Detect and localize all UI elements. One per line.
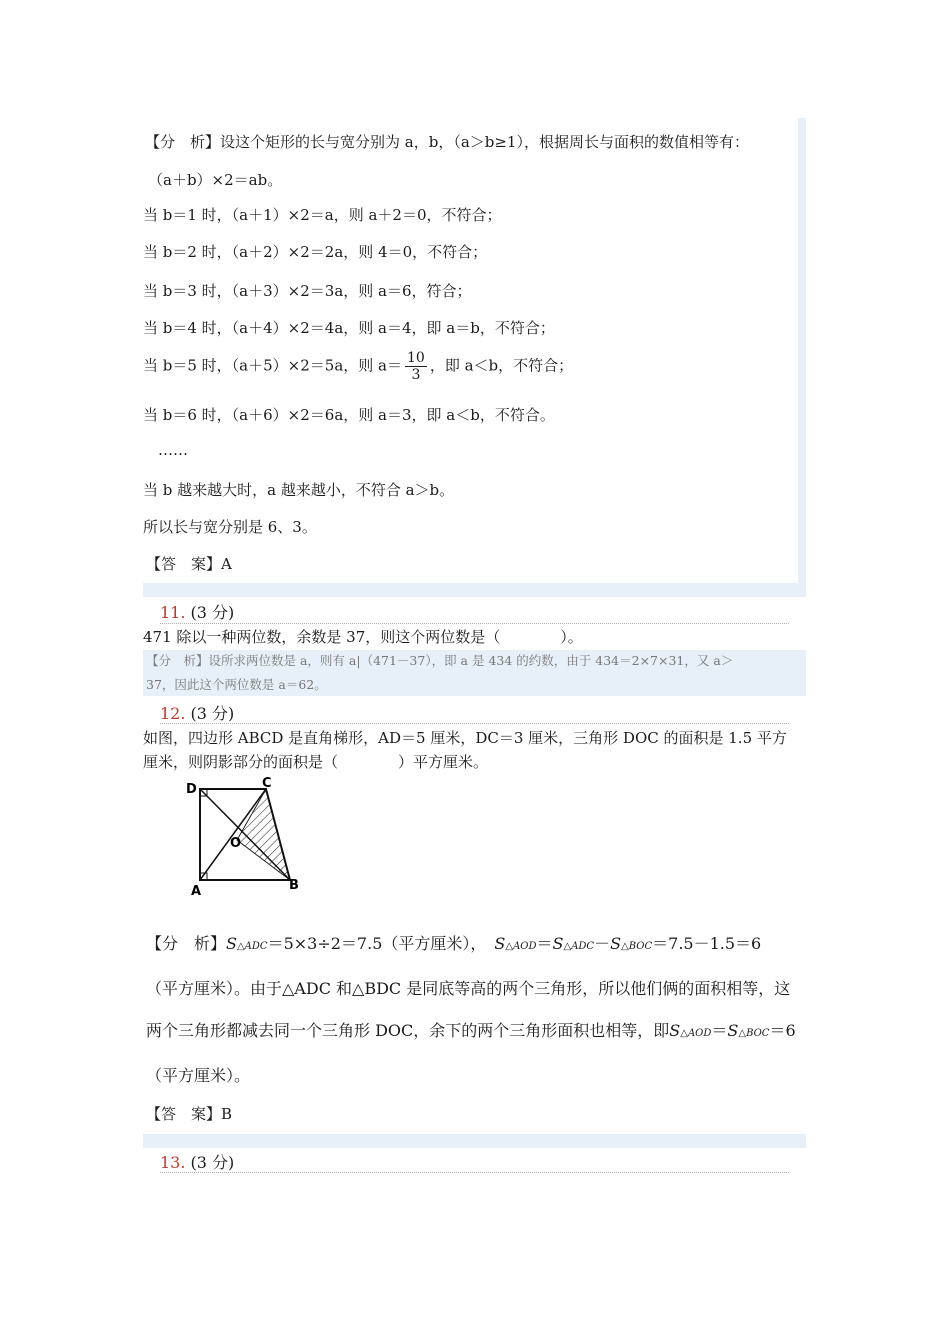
q10-ellipsis: ……: [158, 441, 188, 459]
q12-divider: [160, 723, 789, 724]
label-d: D: [186, 782, 197, 797]
q12-analysis-line-3: 两个三角形都减去同一个三角形 DOC，余下的两个三角形面积也相等，即S△AOD＝S△BOC＝6: [146, 1021, 796, 1040]
q13-divider: [160, 1172, 789, 1173]
q10-case-2: 当 b＝2 时，（a＋2）×2＝2a，则 4＝0，不符合；: [143, 243, 488, 261]
q10-case-1: 当 b＝1 时，（a＋1）×2＝a，则 a＋2＝0，不符合；: [143, 206, 502, 224]
q10-bigger-b: 当 b 越来越大时，a 越来越小，不符合 a＞b。: [143, 481, 455, 499]
q13-score: (3 分): [190, 1153, 235, 1172]
trapezoid-figure: [180, 775, 310, 900]
q11-question: 471 除以一种两位数，余数是 37，则这个两位数是（ ）。: [143, 628, 583, 646]
q12-score: (3 分): [190, 704, 235, 723]
q12-number: 12.: [160, 704, 186, 723]
q12-question-line-2: 厘米，则阴影部分的面积是（ ）平方厘米。: [143, 753, 489, 771]
q10-case-6: 当 b＝6 时，（a＋6）×2＝6a，则 a＝3，即 a＜b，不符合。: [143, 406, 555, 424]
q10-conclusion: 所以长与宽分别是 6、3。: [143, 518, 317, 536]
label-b: B: [289, 878, 299, 893]
q11-number: 11.: [160, 603, 186, 622]
fraction-10-3: $\frac{10}{3}$: [406, 350, 425, 383]
q11-hint-line-2: 37，因此这个两位数是 a＝62。: [146, 677, 327, 692]
q11-hint-line-1: 【分 析】设所求两位数是 a，则有 a|（471－37），即 a 是 434 的约数，由于 434＝2×7×31，又 a＞: [146, 653, 734, 668]
q10-box-bottom-band: [143, 583, 806, 597]
q10-case-5: 当 b＝5 时，（a＋5）×2＝5a，则 a＝ $\frac{10}{3}$ ，即 a＜b，不符合；: [143, 350, 574, 383]
q13-header: [160, 1150, 234, 1173]
q12-analysis-line-4: （平方厘米）。: [146, 1066, 251, 1085]
q13-number: 13.: [160, 1153, 186, 1172]
q10-equation: （a＋b）×2＝ab。: [148, 171, 283, 189]
q10-answer: 【答 案】A: [146, 555, 232, 573]
q12-header: [160, 701, 234, 724]
q12-analysis-line-2: （平方厘米）。由于△ADC 和△BDC 是同底等高的两个三角形，所以他们俩的面积相等，这: [146, 979, 791, 998]
q12-answer: 【答 案】B: [146, 1105, 233, 1123]
q12-analysis-line-1: 【分 析】S△ADC＝5×3÷2＝7.5（平方厘米）， S△AOD＝S△ADC－S△BOC＝7.5－1.5＝6: [146, 934, 762, 953]
q10-box-side-border: [798, 118, 806, 586]
q12-question-line-1: 如图，四边形 ABCD 是直角梯形，AD＝5 厘米，DC＝3 厘米，三角形 DOC 的面积是 1.5 平方: [143, 729, 787, 747]
q11-score: (3 分): [190, 603, 235, 622]
q12-bottom-band: [143, 1134, 806, 1148]
label-o: O: [230, 836, 242, 851]
label-a: A: [191, 884, 202, 899]
q10-case-4: 当 b＝4 时，（a＋4）×2＝4a，则 a＝4，即 a＝b，不符合；: [143, 319, 555, 337]
q11-header: [160, 600, 234, 623]
q10-analysis-head: 【分 析】设这个矩形的长与宽分别为 a，b，（a＞b≥1），根据周长与面积的数值相等有：: [145, 133, 749, 151]
q10-case-3: 当 b＝3 时，（a＋3）×2＝3a，则 a＝6，符合；: [143, 282, 472, 300]
q11-divider: [160, 623, 789, 624]
label-c: C: [262, 776, 272, 791]
